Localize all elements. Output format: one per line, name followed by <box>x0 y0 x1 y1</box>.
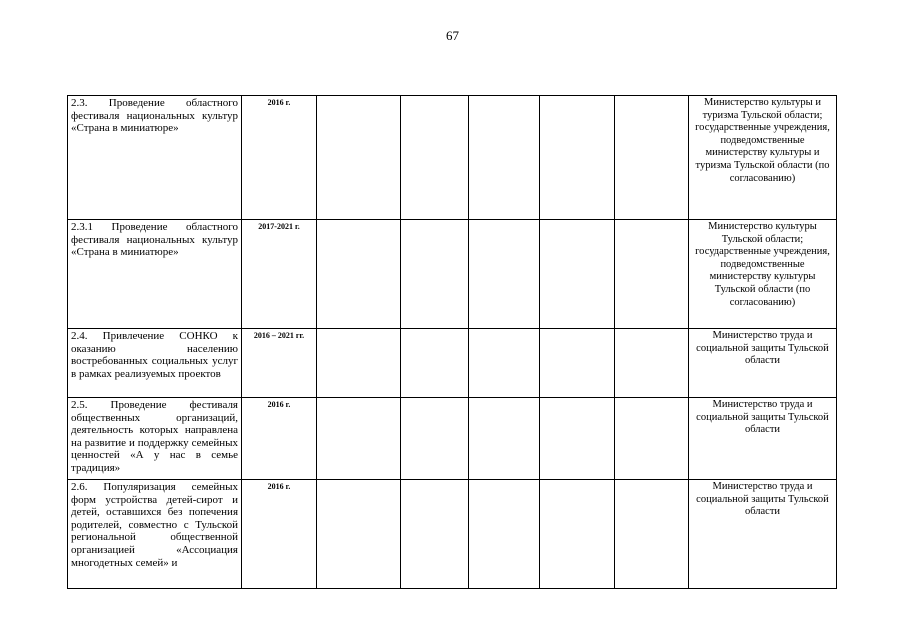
empty-cell <box>401 480 469 589</box>
empty-cell <box>317 398 401 480</box>
activities-table <box>67 95 837 589</box>
empty-cell <box>540 96 615 220</box>
empty-cell <box>540 329 615 398</box>
activity-name: 2.3.1 Проведение областного фестиваля национальных культур «Страна в миниатюре» <box>68 220 242 329</box>
empty-cell <box>615 220 689 329</box>
activity-name: 2.4. Привлечение СОНКО к оказанию населению востребованных социальных услуг в рамках реализуемых проектов <box>68 329 242 398</box>
activity-term: 2016 – 2021 гг. <box>242 329 317 398</box>
empty-cell <box>540 480 615 589</box>
empty-cell <box>469 480 540 589</box>
empty-cell <box>540 220 615 329</box>
table-row <box>68 329 837 398</box>
empty-cell <box>469 329 540 398</box>
table-row <box>68 480 837 589</box>
page-number: 67 <box>446 28 459 43</box>
activity-executor: Министерство культуры Тульской области; государственные учреждения, подведомственные министерству культуры Тульской области (по согласованию) <box>689 220 837 329</box>
activity-term: 2016 г. <box>242 398 317 480</box>
activity-name: 2.3. Проведение областного фестиваля национальных культур «Страна в миниатюре» <box>68 96 242 220</box>
activity-name: 2.6. Популяризация семейных форм устройства детей-сирот и детей, оставшихся без попечения родителей, совместно с Тульской региональной общественной организацией «Ассоциация многодетных семей» и <box>68 480 242 589</box>
activity-name: 2.5. Проведение фестиваля общественных организаций, деятельность которых направлена на развитие и поддержку семейных ценностей «А у нас в семье традиция» <box>68 398 242 480</box>
empty-cell <box>401 398 469 480</box>
empty-cell <box>317 480 401 589</box>
activity-executor: Министерство культуры и туризма Тульской области; государственные учреждения, подведомственные министерству культуры и туризма Тульской области (по согласованию) <box>689 96 837 220</box>
empty-cell <box>317 329 401 398</box>
activity-executor: Министерство труда и социальной защиты Тульской области <box>689 329 837 398</box>
activity-term: 2016 г. <box>242 96 317 220</box>
empty-cell <box>401 220 469 329</box>
empty-cell <box>615 96 689 220</box>
activity-executor: Министерство труда и социальной защиты Тульской области <box>689 480 837 589</box>
empty-cell <box>469 398 540 480</box>
empty-cell <box>615 398 689 480</box>
activity-term: 2017-2021 г. <box>242 220 317 329</box>
empty-cell <box>615 329 689 398</box>
empty-cell <box>469 96 540 220</box>
empty-cell <box>615 480 689 589</box>
table-row <box>68 220 837 329</box>
table-row <box>68 96 837 220</box>
table-row <box>68 398 837 480</box>
empty-cell <box>317 96 401 220</box>
empty-cell <box>317 220 401 329</box>
empty-cell <box>401 96 469 220</box>
activity-term: 2016 г. <box>242 480 317 589</box>
empty-cell <box>540 398 615 480</box>
empty-cell <box>469 220 540 329</box>
empty-cell <box>401 329 469 398</box>
activity-executor: Министерство труда и социальной защиты Тульской области <box>689 398 837 480</box>
